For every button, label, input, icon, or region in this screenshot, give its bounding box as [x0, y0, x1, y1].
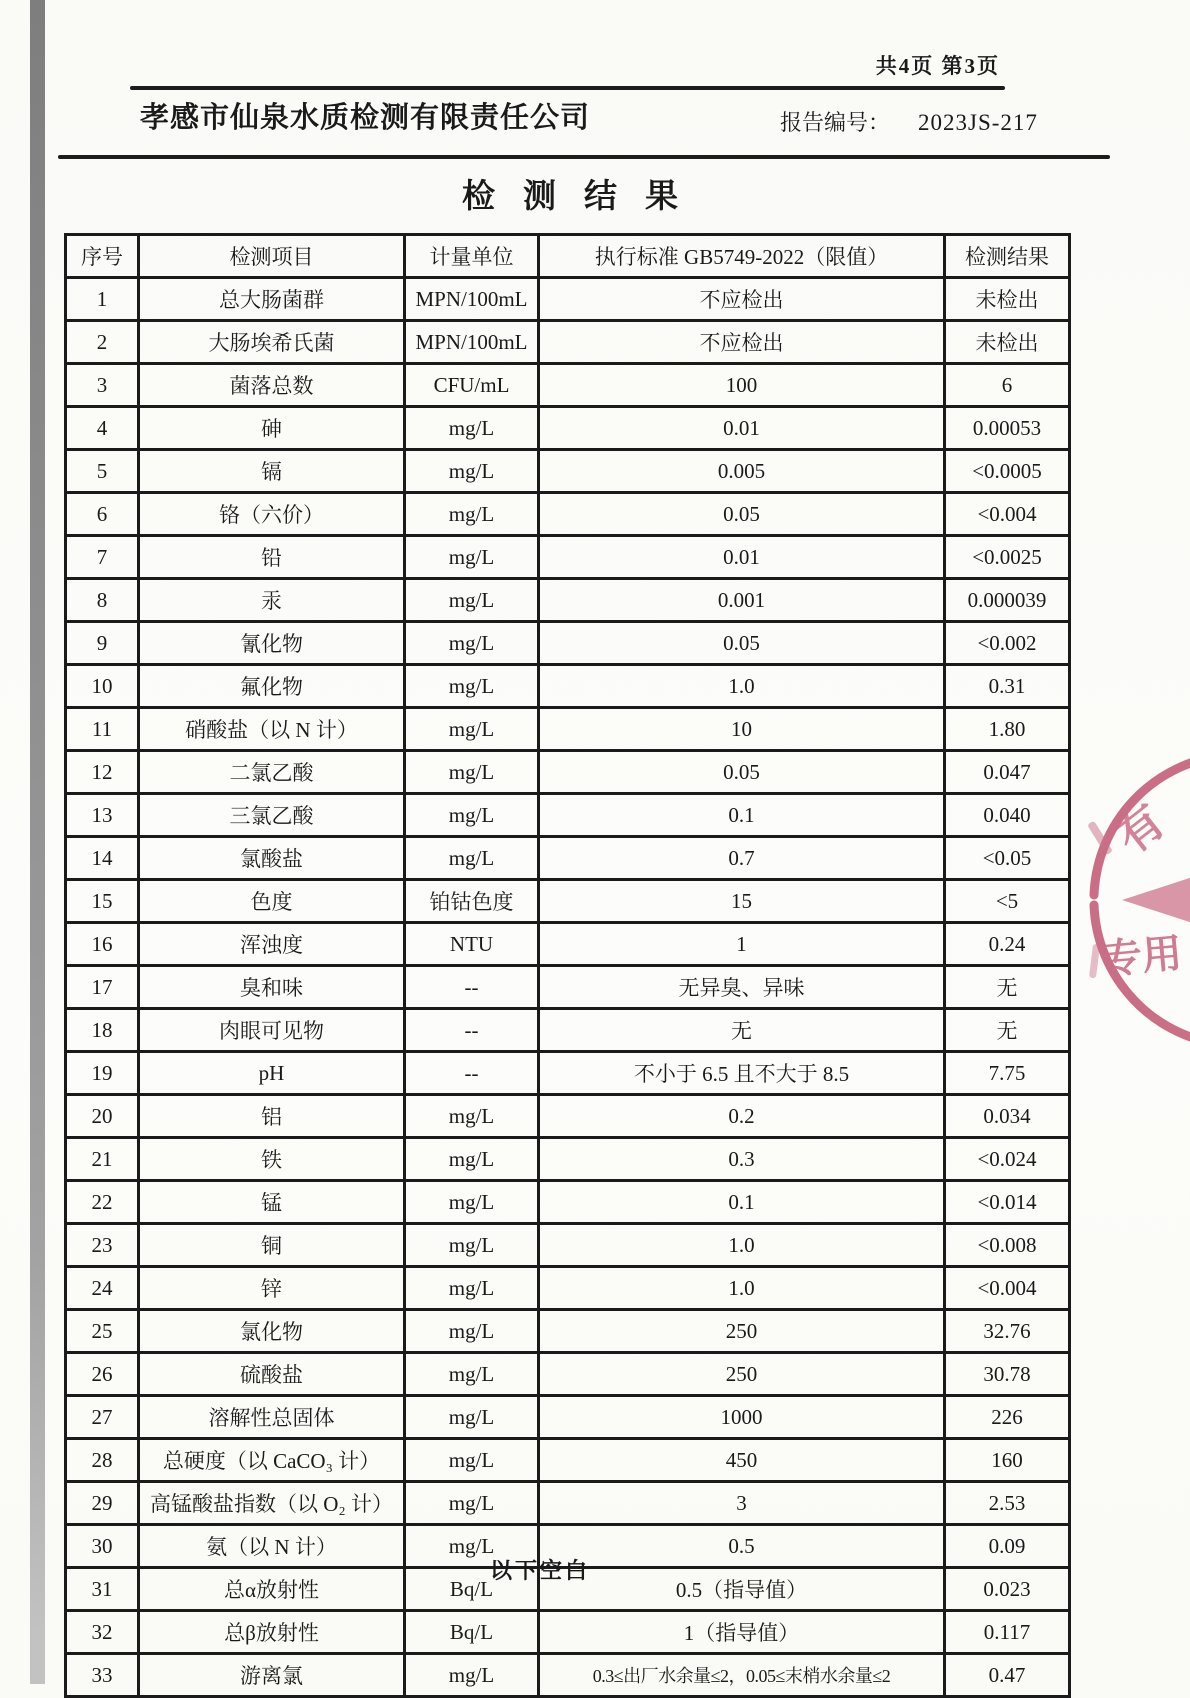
table-cell: 臭和味 [139, 966, 405, 1009]
report-number-label: 报告编号： [780, 110, 891, 135]
table-cell: Bq/L [405, 1568, 539, 1611]
table-cell: 不应检出 [539, 278, 945, 321]
table-cell: 0.7 [539, 837, 945, 880]
table-cell: mg/L [405, 751, 539, 794]
table-cell: 总硬度（以 CaCO₃ 计） [139, 1439, 405, 1482]
footer-note: 以下空白 [489, 1558, 590, 1583]
table-row [66, 1482, 1070, 1525]
table-cell: 未检出 [945, 321, 1070, 364]
table-cell: mg/L [405, 1396, 539, 1439]
table-row [66, 536, 1070, 579]
table-cell: 0.117 [945, 1611, 1070, 1654]
table-cell: 0.01 [539, 407, 945, 450]
table-cell: 0.001 [539, 579, 945, 622]
table-cell: 32.76 [945, 1310, 1070, 1353]
table-cell: mg/L [405, 493, 539, 536]
table-cell: 30.78 [945, 1353, 1070, 1396]
table-cell: 10 [66, 665, 139, 708]
table-row [66, 665, 1070, 708]
table-cell: 0.01 [539, 536, 945, 579]
stamp-ink-fragment-bottom [1089, 944, 1100, 979]
table-cell: 24 [66, 1267, 139, 1310]
table-cell: 高锰酸盐指数（以 O₂ 计） [139, 1482, 405, 1525]
table-row [66, 1654, 1070, 1697]
table-cell: mg/L [405, 407, 539, 450]
column-header: 执行标准 GB5749-2022（限值） [539, 235, 945, 278]
table-row [66, 622, 1070, 665]
table-cell: 20 [66, 1095, 139, 1138]
table-cell: 浑浊度 [139, 923, 405, 966]
table-cell: 无 [539, 1009, 945, 1052]
table-cell: <0.004 [945, 1267, 1070, 1310]
table-cell: 1 [539, 923, 945, 966]
table-cell: 21 [66, 1138, 139, 1181]
table-cell: 18 [66, 1009, 139, 1052]
table-cell: mg/L [405, 1482, 539, 1525]
table-cell: 0.047 [945, 751, 1070, 794]
table-cell: 23 [66, 1224, 139, 1267]
table-cell: 不小于 6.5 且不大于 8.5 [539, 1052, 945, 1095]
table-cell: 160 [945, 1439, 1070, 1482]
table-cell: 14 [66, 837, 139, 880]
table-cell: mg/L [405, 837, 539, 880]
table-cell: mg/L [405, 1181, 539, 1224]
table-cell: Bq/L [405, 1611, 539, 1654]
results-table [64, 233, 1071, 1698]
table-cell: 4 [66, 407, 139, 450]
table-cell: 11 [66, 708, 139, 751]
report-number-line [780, 106, 1038, 137]
stamp-bottom-text: 专用 [1100, 930, 1184, 983]
table-row [66, 493, 1070, 536]
table-cell: 铅 [139, 536, 405, 579]
table-cell: mg/L [405, 622, 539, 665]
table-row [66, 1611, 1070, 1654]
table-cell: 2 [66, 321, 139, 364]
column-header: 序号 [66, 235, 139, 278]
table-cell: <0.014 [945, 1181, 1070, 1224]
table-cell: 不应检出 [539, 321, 945, 364]
table-row [66, 1267, 1070, 1310]
table-cell: 氯酸盐 [139, 837, 405, 880]
table-cell: mg/L [405, 1310, 539, 1353]
table-cell: 锌 [139, 1267, 405, 1310]
table-cell: mg/L [405, 1439, 539, 1482]
table-cell: 6 [945, 364, 1070, 407]
table-cell: 0.5（指导值） [539, 1568, 945, 1611]
table-cell: mg/L [405, 1095, 539, 1138]
table-cell: <0.002 [945, 622, 1070, 665]
table-cell: -- [405, 1009, 539, 1052]
table-cell: 0.034 [945, 1095, 1070, 1138]
table-cell: 6 [66, 493, 139, 536]
table-cell: 12 [66, 751, 139, 794]
table-cell: -- [405, 1052, 539, 1095]
table-cell: 氨（以 N 计） [139, 1525, 405, 1568]
table-row [66, 364, 1070, 407]
table-row [66, 1439, 1070, 1482]
table-row [66, 321, 1070, 364]
table-cell: 硝酸盐（以 N 计） [139, 708, 405, 751]
table-cell: 硫酸盐 [139, 1353, 405, 1396]
table-cell: <0.0025 [945, 536, 1070, 579]
table-cell: 0.000039 [945, 579, 1070, 622]
table-cell: 0.47 [945, 1654, 1070, 1697]
table-cell: 铬（六价） [139, 493, 405, 536]
table-cell: 0.5 [539, 1525, 945, 1568]
table-cell: 三氯乙酸 [139, 794, 405, 837]
page-title: 检测结果 [462, 179, 706, 215]
table-row [66, 708, 1070, 751]
table-cell: 19 [66, 1052, 139, 1095]
stamp-arc-text: 有 [1106, 795, 1175, 864]
table-cell: mg/L [405, 536, 539, 579]
table-cell: 0.1 [539, 794, 945, 837]
table-cell: 3 [66, 364, 139, 407]
table-cell: 8 [66, 579, 139, 622]
page-number: 共4页 第3页 [875, 54, 1000, 78]
table-cell: 铂钴色度 [405, 880, 539, 923]
table-cell: 250 [539, 1353, 945, 1396]
results-table-header-row [66, 235, 1070, 278]
table-cell: <0.008 [945, 1224, 1070, 1267]
table-cell: mg/L [405, 665, 539, 708]
table-cell: 1 [66, 278, 139, 321]
table-cell: 溶解性总固体 [139, 1396, 405, 1439]
column-header: 检测结果 [945, 235, 1070, 278]
table-cell: 0.31 [945, 665, 1070, 708]
table-cell: 15 [539, 880, 945, 923]
table-cell: 1.0 [539, 1224, 945, 1267]
table-cell: 总β放射性 [139, 1611, 405, 1654]
table-cell: 大肠埃希氏菌 [139, 321, 405, 364]
table-cell: 9 [66, 622, 139, 665]
table-row [66, 1224, 1070, 1267]
table-row [66, 579, 1070, 622]
table-cell: 镉 [139, 450, 405, 493]
table-cell: 0.05 [539, 751, 945, 794]
table-cell: 13 [66, 794, 139, 837]
table-cell: 铝 [139, 1095, 405, 1138]
table-cell: 0.05 [539, 622, 945, 665]
table-cell: 砷 [139, 407, 405, 450]
table-row [66, 1095, 1070, 1138]
table-row [66, 407, 1070, 450]
table-cell: mg/L [405, 1353, 539, 1396]
table-cell: <0.0005 [945, 450, 1070, 493]
table-cell: 锰 [139, 1181, 405, 1224]
table-cell: 1.0 [539, 1267, 945, 1310]
table-cell: 0.005 [539, 450, 945, 493]
table-cell: mg/L [405, 1525, 539, 1568]
table-cell: 5 [66, 450, 139, 493]
table-cell: mg/L [405, 708, 539, 751]
table-row [66, 923, 1070, 966]
table-cell: <5 [945, 880, 1070, 923]
table-cell: 7.75 [945, 1052, 1070, 1095]
table-cell: 无异臭、异味 [539, 966, 945, 1009]
table-cell: mg/L [405, 1267, 539, 1310]
table-cell: 2.53 [945, 1482, 1070, 1525]
table-row [66, 880, 1070, 923]
table-cell: 22 [66, 1181, 139, 1224]
table-cell: 二氯乙酸 [139, 751, 405, 794]
table-cell: 33 [66, 1654, 139, 1697]
table-cell: <0.05 [945, 837, 1070, 880]
table-cell: 总大肠菌群 [139, 278, 405, 321]
table-cell: 17 [66, 966, 139, 1009]
table-cell: 0.24 [945, 923, 1070, 966]
table-cell: 氟化物 [139, 665, 405, 708]
table-cell: 无 [945, 966, 1070, 1009]
column-header: 计量单位 [405, 235, 539, 278]
table-cell: 菌落总数 [139, 364, 405, 407]
table-cell: 氰化物 [139, 622, 405, 665]
table-cell: 肉眼可见物 [139, 1009, 405, 1052]
table-cell: 1.80 [945, 708, 1070, 751]
table-cell: 15 [66, 880, 139, 923]
table-cell: 铜 [139, 1224, 405, 1267]
official-stamp [990, 726, 1190, 1076]
table-cell: 总α放射性 [139, 1568, 405, 1611]
table-cell: mg/L [405, 1224, 539, 1267]
table-row [66, 837, 1070, 880]
table-cell: 0.3 [539, 1138, 945, 1181]
results-table-body [66, 278, 1070, 1697]
table-cell: 30 [66, 1525, 139, 1568]
table-row [66, 1052, 1070, 1095]
table-cell: MPN/100mL [405, 321, 539, 364]
table-cell: 1000 [539, 1396, 945, 1439]
table-cell: 色度 [139, 880, 405, 923]
header-rule-bottom [58, 155, 1110, 159]
table-cell: 31 [66, 1568, 139, 1611]
table-cell: 450 [539, 1439, 945, 1482]
table-cell: 0.09 [945, 1525, 1070, 1568]
table-cell: 铁 [139, 1138, 405, 1181]
table-cell: 3 [539, 1482, 945, 1525]
column-header: 检测项目 [139, 235, 405, 278]
table-cell: 26 [66, 1353, 139, 1396]
report-number-value: 2023JS-217 [918, 110, 1038, 135]
table-cell: mg/L [405, 1654, 539, 1697]
header-rule-top [130, 86, 1005, 90]
scan-edge-strip [30, 0, 45, 1684]
table-cell: CFU/mL [405, 364, 539, 407]
table-row [66, 966, 1070, 1009]
table-row [66, 1181, 1070, 1224]
table-cell: 0.023 [945, 1568, 1070, 1611]
table-cell: 1.0 [539, 665, 945, 708]
table-row [66, 450, 1070, 493]
table-cell: 0.00053 [945, 407, 1070, 450]
table-row [66, 1353, 1070, 1396]
table-cell: MPN/100mL [405, 278, 539, 321]
table-cell: 未检出 [945, 278, 1070, 321]
table-row [66, 1310, 1070, 1353]
table-cell: mg/L [405, 1138, 539, 1181]
table-row [66, 1009, 1070, 1052]
table-row [66, 794, 1070, 837]
table-cell: 汞 [139, 579, 405, 622]
table-cell: 0.1 [539, 1181, 945, 1224]
table-cell: 氯化物 [139, 1310, 405, 1353]
table-cell: 100 [539, 364, 945, 407]
table-cell: mg/L [405, 450, 539, 493]
table-cell: 32 [66, 1611, 139, 1654]
company-name: 孝感市仙泉水质检测有限责任公司 [140, 102, 591, 134]
table-cell: mg/L [405, 579, 539, 622]
table-cell: 0.040 [945, 794, 1070, 837]
table-row [66, 1396, 1070, 1439]
table-row [66, 278, 1070, 321]
table-cell: mg/L [405, 794, 539, 837]
table-cell: 0.2 [539, 1095, 945, 1138]
table-cell: 10 [539, 708, 945, 751]
table-row [66, 1138, 1070, 1181]
table-cell: 16 [66, 923, 139, 966]
table-cell: 1（指导值） [539, 1611, 945, 1654]
table-cell: 28 [66, 1439, 139, 1482]
table-cell: pH [139, 1052, 405, 1095]
table-cell: 250 [539, 1310, 945, 1353]
table-cell: 无 [945, 1009, 1070, 1052]
table-cell: 游离氯 [139, 1654, 405, 1697]
table-row [66, 751, 1070, 794]
table-cell: <0.024 [945, 1138, 1070, 1181]
table-cell: 29 [66, 1482, 139, 1525]
table-cell: 25 [66, 1310, 139, 1353]
table-cell: 0.3≤出厂水余量≤2，0.05≤末梢水余量≤2 [539, 1654, 945, 1697]
table-cell: -- [405, 966, 539, 1009]
table-cell: 7 [66, 536, 139, 579]
table-cell: <0.004 [945, 493, 1070, 536]
table-cell: 226 [945, 1396, 1070, 1439]
table-cell: 0.05 [539, 493, 945, 536]
table-cell: 27 [66, 1396, 139, 1439]
table-cell: NTU [405, 923, 539, 966]
